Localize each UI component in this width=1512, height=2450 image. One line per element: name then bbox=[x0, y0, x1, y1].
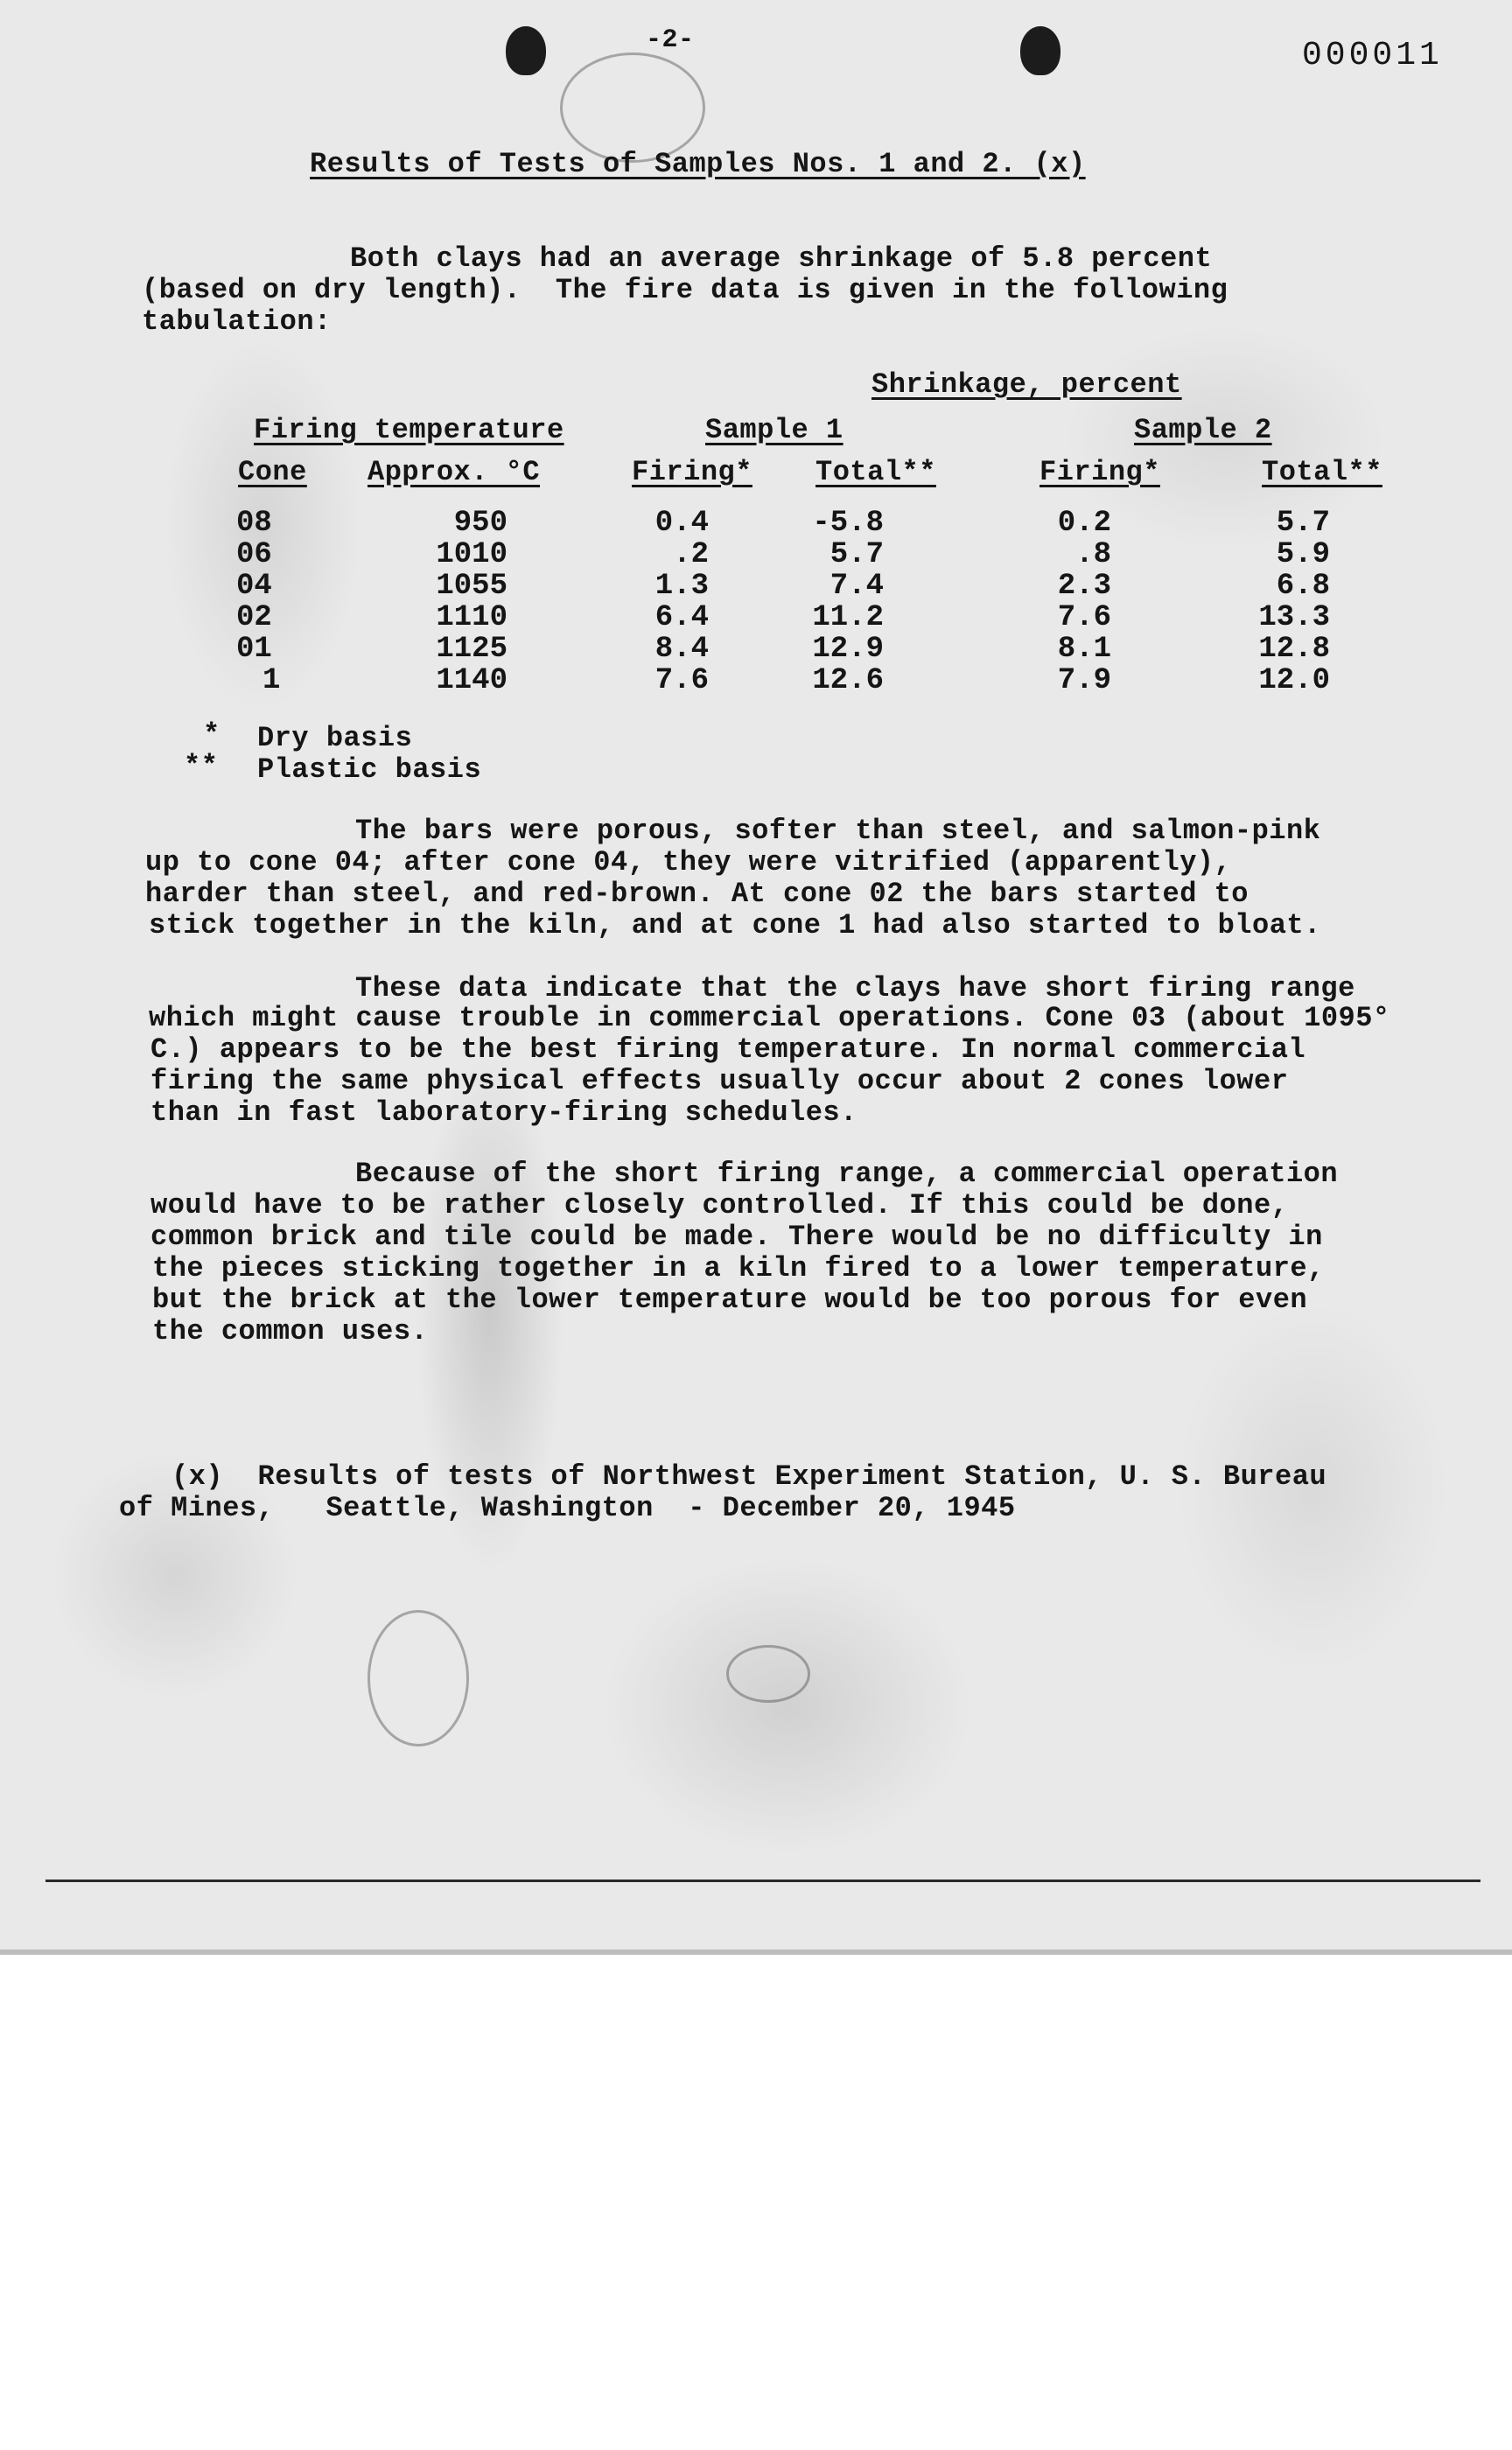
footnote-line-2: of Mines, Seattle, Washington - December 20, 1945 bbox=[119, 1492, 1016, 1524]
intro-line-2: (based on dry length). The fire data is given in the following bbox=[142, 274, 1228, 306]
para1-line-1: The bars were porous, softer than steel, and salmon-pink bbox=[355, 815, 1321, 847]
table-cell-s1-total: 11.2 bbox=[812, 601, 884, 634]
col-header-s1-firing: Firing* bbox=[632, 456, 752, 488]
s1-total-column bbox=[770, 508, 884, 696]
table-cell-cone: 08 bbox=[236, 507, 272, 540]
table-cell-s1-firing: 0.4 bbox=[654, 507, 709, 540]
para1-line-4: stick together in the kiln, and at cone 1 had also started to bloat. bbox=[149, 909, 1321, 942]
page-number: -2- bbox=[646, 25, 695, 55]
col-header-s2-total: Total** bbox=[1262, 456, 1382, 488]
table-cell-s1-total: 12.9 bbox=[812, 633, 884, 666]
para2-line-5: than in fast laboratory-firing schedules. bbox=[150, 1096, 858, 1129]
table-cell-s2-firing: 7.6 bbox=[1057, 601, 1111, 634]
scan-smudge bbox=[560, 52, 705, 163]
col-header-approx: Approx. °C bbox=[368, 456, 541, 488]
table-cell-approx: 1055 bbox=[436, 570, 508, 603]
col-header-s2-firing: Firing* bbox=[1040, 456, 1160, 488]
binder-hole-right bbox=[1020, 26, 1060, 75]
table-cell-s1-firing: .2 bbox=[673, 538, 709, 571]
para3-line-4: the pieces sticking together in a kiln fired to a lower temperature, bbox=[152, 1252, 1325, 1284]
table-group-header: Shrinkage, percent bbox=[872, 368, 1182, 401]
table-cell-s2-total: 13.3 bbox=[1258, 601, 1330, 634]
table-cell-cone: 01 bbox=[236, 633, 272, 666]
table-cell-s1-total: 5.7 bbox=[830, 538, 884, 571]
para2-line-2: which might cause trouble in commercial operations. Cone 03 (about 1095° bbox=[149, 1002, 1390, 1034]
s1-firing-column bbox=[612, 508, 709, 696]
col-header-s1-total: Total** bbox=[816, 456, 936, 488]
table-cell-cone: 06 bbox=[236, 538, 272, 571]
table-cell-s1-firing: 6.4 bbox=[654, 601, 709, 634]
table-cell-s2-total: 5.7 bbox=[1276, 507, 1330, 540]
table-cell-approx: 1140 bbox=[436, 664, 508, 697]
table-cell-cone: 04 bbox=[236, 570, 272, 603]
table-cell-approx: 1010 bbox=[436, 538, 508, 571]
table-cell-cone: 02 bbox=[236, 601, 272, 634]
table-cell-approx: 1110 bbox=[436, 601, 508, 634]
table-cell-s2-firing: 2.3 bbox=[1057, 570, 1111, 603]
para3-line-3: common brick and tile could be made. There would be no difficulty in bbox=[150, 1221, 1323, 1253]
table-cell-s1-total: -5.8 bbox=[812, 507, 884, 540]
note-dry-mark: * bbox=[203, 718, 220, 751]
cone-column bbox=[236, 508, 298, 696]
table-cell-s2-firing: 8.1 bbox=[1057, 633, 1111, 666]
table-cell-s2-total: 12.0 bbox=[1258, 664, 1330, 697]
s2-total-column bbox=[1225, 508, 1330, 696]
approx-column bbox=[385, 508, 508, 696]
note-plastic-basis: Plastic basis bbox=[257, 753, 482, 786]
table-cell-s2-total: 12.8 bbox=[1258, 633, 1330, 666]
table-cell-cone: 1 bbox=[262, 664, 281, 697]
col-header-cone: Cone bbox=[238, 456, 307, 488]
para1-line-3: harder than steel, and red-brown. At cone 02 the bars started to bbox=[145, 878, 1249, 910]
scan-smudge bbox=[368, 1610, 469, 1746]
binder-hole-left bbox=[506, 26, 546, 75]
para3-line-1: Because of the short firing range, a commercial operation bbox=[355, 1158, 1339, 1190]
intro-line-3: tabulation: bbox=[142, 305, 332, 338]
para1-line-2: up to cone 04; after cone 04, they were vitrified (apparently), bbox=[145, 846, 1232, 878]
table-cell-approx: 950 bbox=[453, 507, 508, 540]
page-bottom-edge bbox=[46, 1880, 1480, 1882]
table-cell-s2-total: 6.8 bbox=[1276, 570, 1330, 603]
table-cell-s1-total: 7.4 bbox=[830, 570, 884, 603]
footnote-line-1: (x) Results of tests of Northwest Experiment Station, U. S. Bureau bbox=[172, 1460, 1327, 1493]
scan-smudge bbox=[726, 1645, 810, 1703]
table-cell-s1-firing: 7.6 bbox=[654, 664, 709, 697]
page-title: Results of Tests of Samples Nos. 1 and 2. (x) bbox=[310, 148, 1086, 180]
para3-line-2: would have to be rather closely controlled. If this could be done, bbox=[150, 1189, 1289, 1222]
table-cell-s1-firing: 8.4 bbox=[654, 633, 709, 666]
table-sample2-header: Sample 2 bbox=[1134, 414, 1272, 446]
intro-line-1: Both clays had an average shrinkage of 5.8 percent bbox=[350, 242, 1213, 275]
table-cell-s2-firing: 0.2 bbox=[1057, 507, 1111, 540]
note-plastic-mark: ** bbox=[184, 750, 219, 782]
table-cell-approx: 1125 bbox=[436, 633, 508, 666]
table-cell-s2-total: 5.9 bbox=[1276, 538, 1330, 571]
note-dry-basis: Dry basis bbox=[257, 722, 413, 754]
para3-line-5: but the brick at the lower temperature would be too porous for even bbox=[152, 1284, 1308, 1316]
table-cell-s2-firing: .8 bbox=[1075, 538, 1111, 571]
document-number: 000011 bbox=[1302, 37, 1443, 74]
s2-firing-column bbox=[1015, 508, 1111, 696]
table-cell-s2-firing: 7.9 bbox=[1057, 664, 1111, 697]
para2-line-1: These data indicate that the clays have short firing range bbox=[355, 972, 1355, 1004]
table-cell-s1-firing: 1.3 bbox=[654, 570, 709, 603]
para2-line-4: firing the same physical effects usually occur about 2 cones lower bbox=[150, 1065, 1289, 1097]
para2-line-3: C.) appears to be the best firing temperature. In normal commercial bbox=[150, 1033, 1306, 1066]
table-firing-header: Firing temperature bbox=[254, 414, 564, 446]
table-cell-s1-total: 12.6 bbox=[812, 664, 884, 697]
para3-line-6: the common uses. bbox=[152, 1315, 429, 1348]
table-sample1-header: Sample 1 bbox=[705, 414, 844, 446]
